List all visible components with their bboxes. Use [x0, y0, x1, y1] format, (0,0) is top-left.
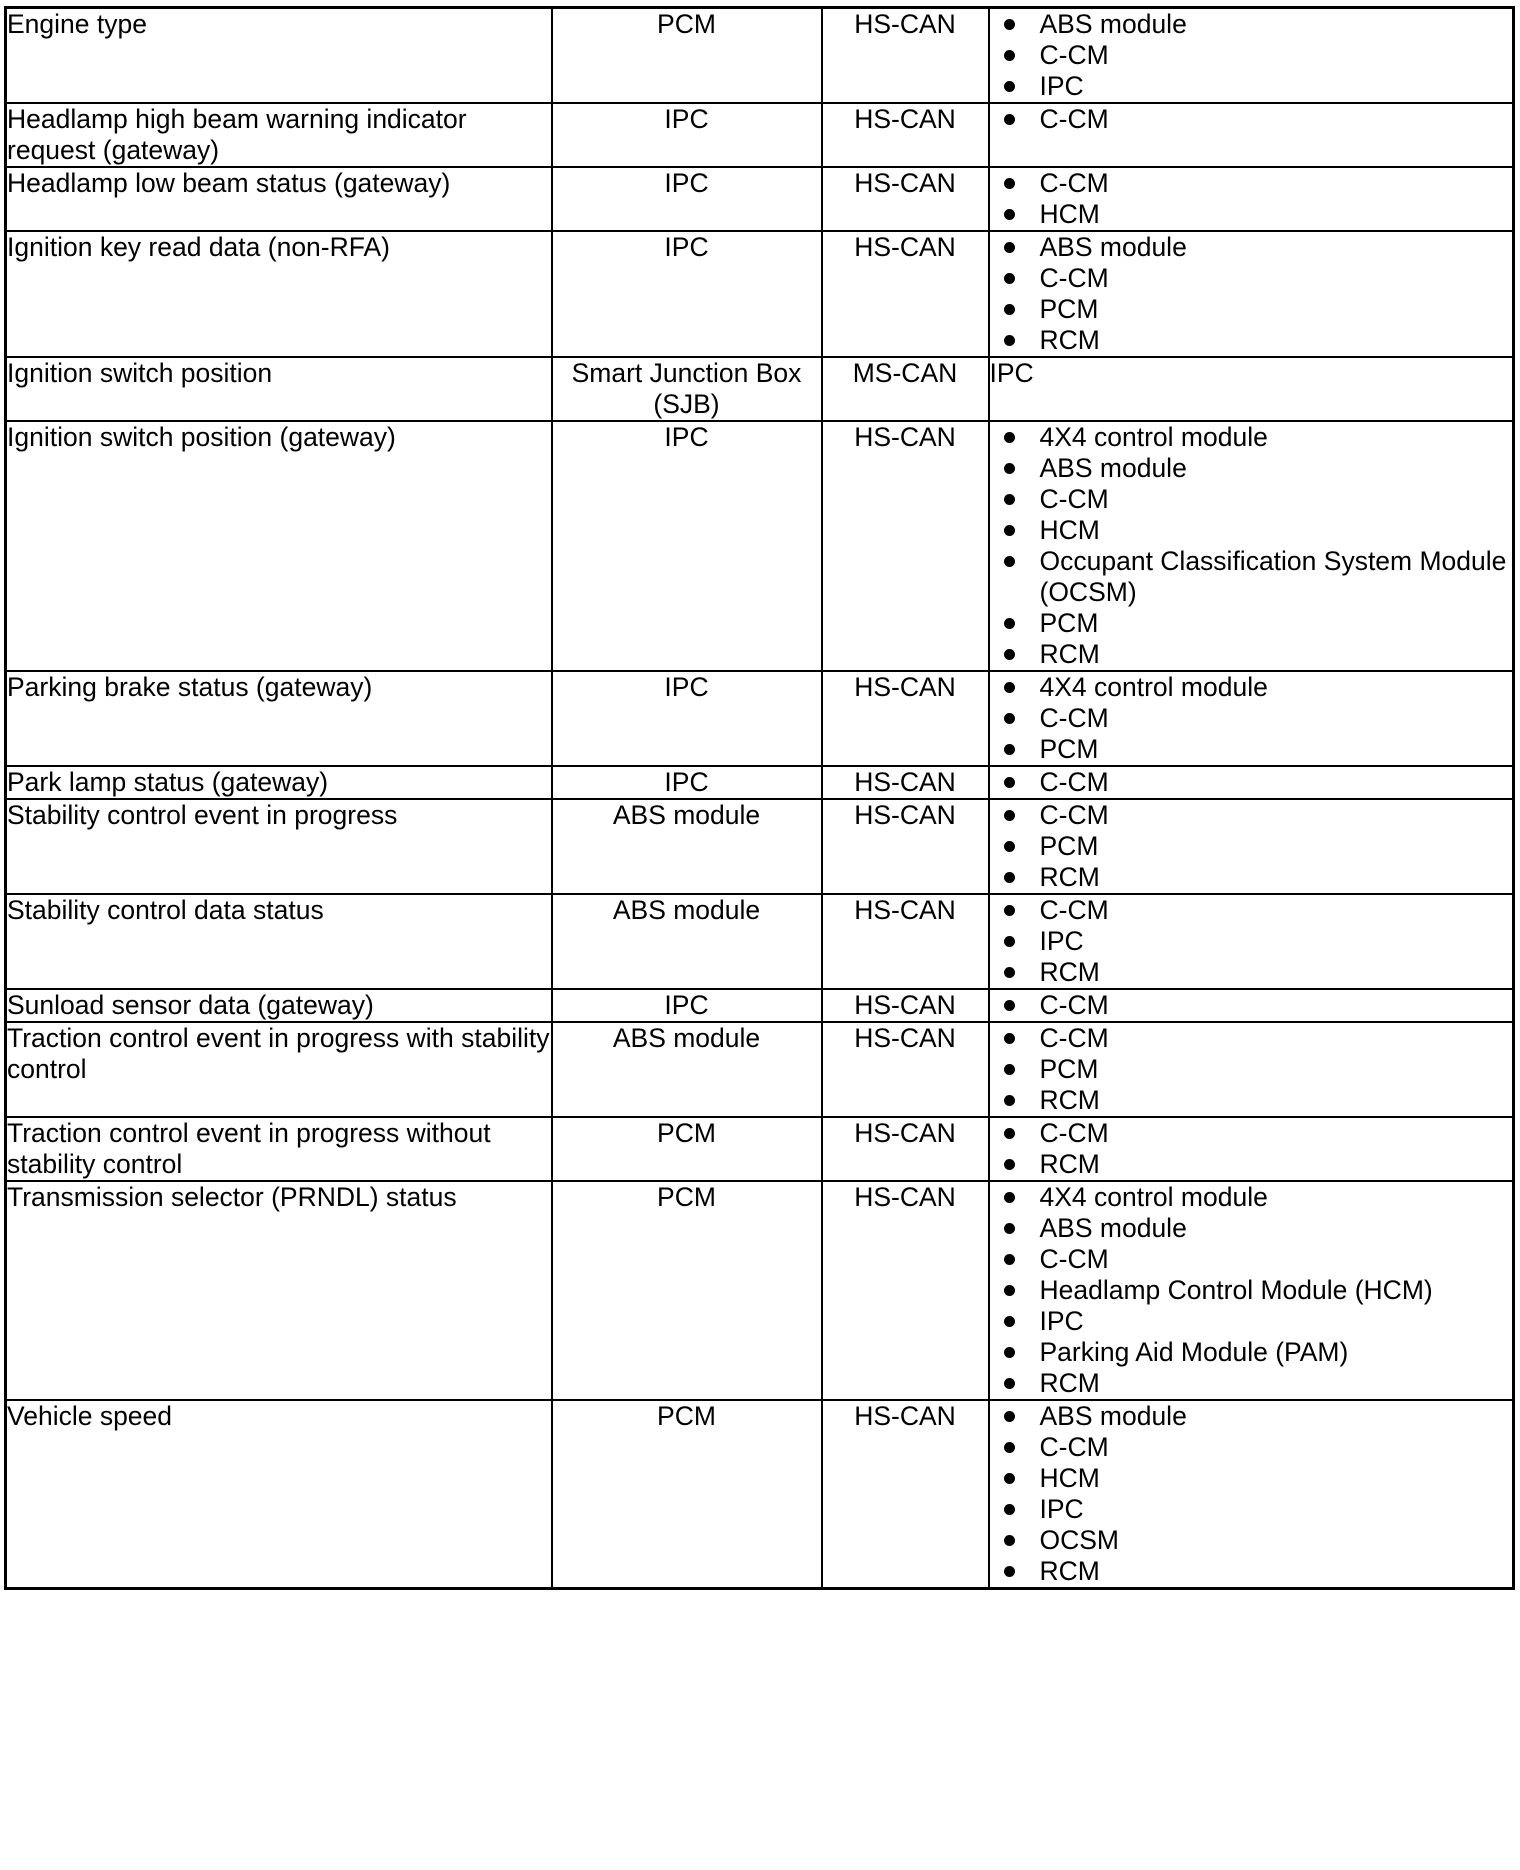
receiver-list-item: C-CM [990, 703, 1513, 734]
receiver-list [990, 990, 1513, 1021]
receiver-list-item: C-CM [990, 40, 1513, 71]
source-module-cell: IPC [552, 103, 822, 167]
network-cell: HS-CAN [822, 167, 989, 231]
table-row [6, 1117, 1514, 1181]
receiving-modules-cell [989, 766, 1514, 799]
receiver-list-item: RCM [990, 1556, 1513, 1587]
network-cell: HS-CAN [822, 231, 989, 357]
source-module-cell: IPC [552, 671, 822, 766]
network-cell: HS-CAN [822, 421, 989, 671]
network-cell: HS-CAN [822, 1022, 989, 1117]
receiver-list [990, 104, 1513, 135]
receiver-text: IPC [989, 358, 1034, 388]
receiver-list-item: C-CM [990, 104, 1513, 135]
network-cell: HS-CAN [822, 671, 989, 766]
receiver-list-item: C-CM [990, 767, 1513, 798]
receiver-list [990, 895, 1513, 988]
receiver-list-item: PCM [990, 1054, 1513, 1085]
message-cell: Stability control data status [6, 894, 552, 989]
receiver-list [990, 1401, 1513, 1587]
receiver-list-item: PCM [990, 294, 1513, 325]
table-row [6, 799, 1514, 894]
source-module-cell: ABS module [552, 799, 822, 894]
receiving-modules-cell [989, 1022, 1514, 1117]
message-cell: Park lamp status (gateway) [6, 766, 552, 799]
network-cell: HS-CAN [822, 989, 989, 1022]
receiving-modules-cell [989, 421, 1514, 671]
receiving-modules-cell [989, 103, 1514, 167]
receiver-list-item: ABS module [990, 9, 1513, 40]
source-module-cell: IPC [552, 421, 822, 671]
table-row [6, 766, 1514, 799]
source-module-cell: PCM [552, 1181, 822, 1400]
table-row [6, 167, 1514, 231]
receiving-modules-cell [989, 8, 1514, 104]
receiver-list-item: C-CM [990, 800, 1513, 831]
receiving-modules-cell [989, 894, 1514, 989]
receiver-list-item: OCSM [990, 1525, 1513, 1556]
receiver-list-item: RCM [990, 639, 1513, 670]
table-body [6, 8, 1514, 1589]
receiver-list [990, 422, 1513, 670]
source-module-cell: IPC [552, 766, 822, 799]
source-module-cell: PCM [552, 8, 822, 104]
receiver-list-item: ABS module [990, 453, 1513, 484]
receiver-list [990, 1118, 1513, 1180]
table-row [6, 231, 1514, 357]
receiver-list-item: PCM [990, 831, 1513, 862]
message-cell: Stability control event in progress [6, 799, 552, 894]
receiver-list-item: ABS module [990, 1213, 1513, 1244]
receiver-list-item: 4X4 control module [990, 672, 1513, 703]
receiving-modules-cell [989, 1181, 1514, 1400]
receiver-list-item: IPC [990, 1494, 1513, 1525]
receiver-list-item: HCM [990, 515, 1513, 546]
receiver-list-item: IPC [990, 71, 1513, 102]
receiving-modules-cell [989, 167, 1514, 231]
receiver-list-item: PCM [990, 608, 1513, 639]
source-module-cell: IPC [552, 989, 822, 1022]
receiving-modules-cell [989, 357, 1514, 421]
receiver-list [990, 800, 1513, 893]
receiver-list-item: IPC [990, 926, 1513, 957]
receiver-list-item: PCM [990, 734, 1513, 765]
receiving-modules-cell [989, 799, 1514, 894]
table-row [6, 8, 1514, 104]
receiving-modules-cell [989, 989, 1514, 1022]
receiver-list [990, 9, 1513, 102]
receiver-list-item: C-CM [990, 990, 1513, 1021]
receiver-list-item: Headlamp Control Module (HCM) [990, 1275, 1513, 1306]
table-row [6, 1181, 1514, 1400]
receiver-list-item: RCM [990, 325, 1513, 356]
receiver-list-item: C-CM [990, 1244, 1513, 1275]
receiver-list-item: ABS module [990, 1401, 1513, 1432]
network-cell: HS-CAN [822, 1117, 989, 1181]
receiver-list [990, 232, 1513, 356]
receiving-modules-cell [989, 1400, 1514, 1589]
receiver-list [990, 1023, 1513, 1116]
receiver-list-item: RCM [990, 1368, 1513, 1399]
message-cell: Vehicle speed [6, 1400, 552, 1589]
source-module-cell: IPC [552, 167, 822, 231]
receiver-list-item: C-CM [990, 263, 1513, 294]
receiver-list [990, 767, 1513, 798]
message-cell: Ignition switch position [6, 357, 552, 421]
network-cell: HS-CAN [822, 799, 989, 894]
network-cell: HS-CAN [822, 1400, 989, 1589]
network-cell: HS-CAN [822, 103, 989, 167]
network-cell: MS-CAN [822, 357, 989, 421]
network-message-table [4, 6, 1515, 1590]
receiving-modules-cell [989, 231, 1514, 357]
table-row [6, 103, 1514, 167]
receiver-list-item: C-CM [990, 484, 1513, 515]
receiver-list-item: IPC [990, 1306, 1513, 1337]
receiver-list [990, 1182, 1513, 1399]
network-cell: HS-CAN [822, 1181, 989, 1400]
message-cell: Headlamp high beam warning indicator request (gateway) [6, 103, 552, 167]
receiver-list-item: C-CM [990, 168, 1513, 199]
receiver-list-item: C-CM [990, 1118, 1513, 1149]
receiving-modules-cell [989, 1117, 1514, 1181]
source-module-cell: Smart Junction Box (SJB) [552, 357, 822, 421]
source-module-cell: ABS module [552, 894, 822, 989]
receiver-list-item: 4X4 control module [990, 1182, 1513, 1213]
receiver-list [990, 672, 1513, 765]
receiver-list-item: ABS module [990, 232, 1513, 263]
message-cell: Headlamp low beam status (gateway) [6, 167, 552, 231]
source-module-cell: PCM [552, 1117, 822, 1181]
table-row [6, 357, 1514, 421]
message-cell: Engine type [6, 8, 552, 104]
receiver-list-item: HCM [990, 1463, 1513, 1494]
receiver-list-item: RCM [990, 1085, 1513, 1116]
message-cell: Transmission selector (PRNDL) status [6, 1181, 552, 1400]
receiver-list-item: Parking Aid Module (PAM) [990, 1337, 1513, 1368]
source-module-cell: IPC [552, 231, 822, 357]
network-cell: HS-CAN [822, 8, 989, 104]
receiver-list-item: RCM [990, 1149, 1513, 1180]
message-cell: Ignition key read data (non-RFA) [6, 231, 552, 357]
receiver-list-item: C-CM [990, 1023, 1513, 1054]
table-row [6, 1022, 1514, 1117]
message-cell: Parking brake status (gateway) [6, 671, 552, 766]
table-row [6, 421, 1514, 671]
receiver-list [990, 168, 1513, 230]
table-row [6, 894, 1514, 989]
receiver-list-item: HCM [990, 199, 1513, 230]
receiver-list-item: RCM [990, 862, 1513, 893]
receiver-list-item: RCM [990, 957, 1513, 988]
message-cell: Traction control event in progress without stability control [6, 1117, 552, 1181]
network-cell: HS-CAN [822, 894, 989, 989]
network-cell: HS-CAN [822, 766, 989, 799]
message-cell: Sunload sensor data (gateway) [6, 989, 552, 1022]
table-row [6, 671, 1514, 766]
message-cell: Ignition switch position (gateway) [6, 421, 552, 671]
message-cell: Traction control event in progress with stability control [6, 1022, 552, 1117]
receiver-list-item: Occupant Classification System Module (OCSM) [990, 546, 1513, 608]
receiver-list-item: C-CM [990, 895, 1513, 926]
receiver-list-item: 4X4 control module [990, 422, 1513, 453]
receiving-modules-cell [989, 671, 1514, 766]
table-row [6, 1400, 1514, 1589]
table-row [6, 989, 1514, 1022]
source-module-cell: PCM [552, 1400, 822, 1589]
source-module-cell: ABS module [552, 1022, 822, 1117]
receiver-list-item: C-CM [990, 1432, 1513, 1463]
